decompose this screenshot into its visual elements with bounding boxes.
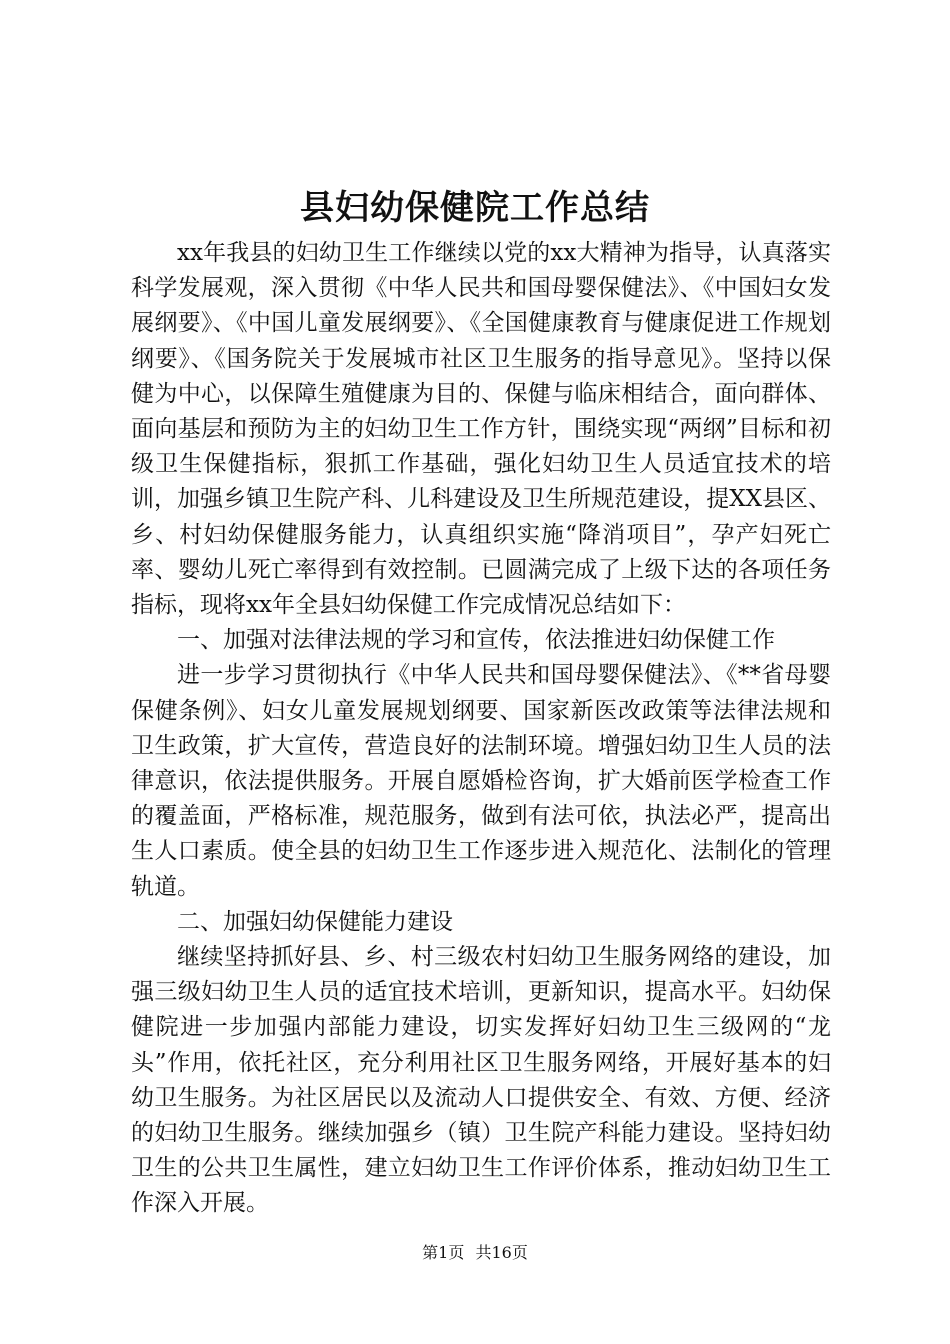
page-number: 第1页 xyxy=(422,1243,465,1262)
section-heading-1: 一、加强对法律法规的学习和宣传，依法推进妇幼保健工作 xyxy=(177,627,775,654)
document-title: 县妇幼保健院工作总结 xyxy=(300,188,650,228)
document-body xyxy=(131,236,831,1222)
section-heading-2: 二、加强妇幼保健能力建设 xyxy=(177,908,453,935)
section-2-paragraph: 继续坚持抓好县、乡、村三级农村妇幼卫生服务网络的建设，加强三级妇幼卫生人员的适宜技术培训，更新知识，提高水平。妇幼保健院进一步加强内部能力建设，切实发挥好妇幼卫生三级网的“龙头”作用，依托社区，充分利用社区卫生服务网络，开展好基本的妇幼卫生服务。为社区居民以及流动人口提供安全、有效、方便、经济的妇幼卫生服务。继续加强乡（镇）卫生院产科能力建设。坚持妇幼卫生的公共卫生属性，建立妇幼卫生工作评价体系，推动妇幼卫生工作深入开展。 xyxy=(131,944,831,1217)
page-total: 共16页 xyxy=(475,1243,528,1262)
section-1-paragraph: 进一步学习贯彻执行《中华人民共和国母婴保健法》、《**省母婴保健条例》、妇女儿童发展规划纲要、国家新医改政策等法律法规和卫生政策，扩大宣传，营造良好的法制环境。增强妇幼卫生人员的法律意识，依法提供服务。开展自愿婚检咨询，扩大婚前医学检查工作的覆盖面，严格标准，规范服务，做到有法可依，执法必严，提高出生人口素质。使全县的妇幼卫生工作逐步进入规范化、法制化的管理轨道。 xyxy=(131,662,831,900)
intro-paragraph: xx年我县的妇幼卫生工作继续以党的xx大精神为指导，认真落实科学发展观，深入贯彻《中华人民共和国母婴保健法》、《中国妇女发展纲要》、《中国儿童发展纲要》、《全国健康教育与健康促进工作规划纲要》、《国务院关于发展城市社区卫生服务的指导意见》。坚持以保健为中心，以保障生殖健康为目的、保健与临床相结合，面向群体、面向基层和预防为主的妇幼卫生工作方针，围绕实现“两纲”目标和初级卫生保健指标，狠抓工作基础，强化妇幼卫生人员适宜技术的培训，加强乡镇卫生院产科、儿科建设及卫生所规范建设，提XX县区、乡、村妇幼保健服务能力，认真组织实施“降消项目”，孕产妇死亡率、婴幼儿死亡率得到有效控制。已圆满完成了上级下达的各项任务指标，现将xx年全县妇幼保健工作完成情况总结如下： xyxy=(131,240,831,619)
page-footer xyxy=(0,1242,950,1264)
